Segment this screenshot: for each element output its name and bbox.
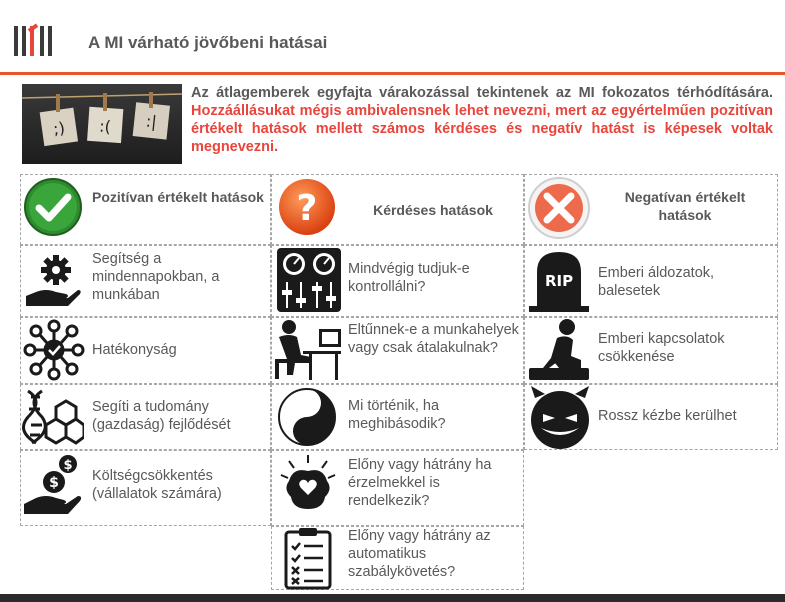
devil-face-icon	[525, 384, 595, 457]
negative-header-label: Negatívan értékelt hatások	[624, 189, 746, 223]
negative-item-2-label: Emberi kapcsolatok csökkenése	[598, 331, 725, 365]
positive-header-label: Pozitívan értékelt hatások	[92, 189, 264, 205]
header-divider	[0, 72, 785, 75]
lonely-person-icon	[527, 318, 591, 387]
positive-item-1-label: Segítség a mindennapokban, a munkában	[92, 251, 220, 303]
page-title: A MI várható jövőbeni hatásai	[88, 33, 328, 52]
positive-item-2-label: Hatékonyság	[92, 342, 177, 358]
cross-icon	[527, 176, 591, 245]
brain-heart-icon	[279, 455, 337, 522]
money-hand-icon	[22, 454, 84, 525]
positive-item-3-label: Segíti a tudomány (gazdaság) fejlődését	[92, 399, 231, 433]
svg-text:;): ;)	[51, 118, 67, 139]
svg-text::(: :(	[98, 116, 112, 137]
tombstone-icon	[527, 248, 591, 319]
worker-desk-icon	[273, 319, 343, 386]
gear-hand-icon	[24, 252, 82, 315]
questionable-item-5-label: Előny vagy hátrány az automatikus szabálykövetés?	[348, 528, 491, 580]
tombstone-text: RIP	[544, 272, 574, 290]
intro-normal: Az átlagemberek egyfajta várakozással tekintenek az MI fokozatos térhódítására.	[191, 85, 773, 101]
svg-text:?: ?	[296, 188, 318, 229]
question-icon	[277, 176, 337, 243]
checklist-icon	[283, 526, 333, 595]
check-icon	[23, 177, 83, 242]
intro-highlight: Hozzáállásukat mégis ambivalensnek lehet nevezni, mert az egyértelműen pozitívan értékelt hatások mellett számos kérdéses és negatív hatást is képesek voltak megnevezni.	[191, 103, 773, 155]
positive-item-4-label: Költségcsökkentés (vállalatok számára)	[92, 468, 222, 502]
negative-item-3-label: Rossz kézbe kerülhet	[598, 408, 737, 424]
questionable-item-1-label: Mindvégig tudjuk-e kontrollálni?	[348, 261, 470, 295]
control-panel-icon	[277, 248, 341, 317]
intro-paragraph	[191, 84, 773, 156]
svg-text::|: :|	[144, 111, 158, 132]
svg-text:$: $	[49, 475, 59, 491]
questionable-item-4-label: Előny vagy hátrány ha érzelmekkel is rendelkezik?	[348, 457, 492, 509]
sticky-notes-photo	[22, 84, 182, 164]
negative-item-1-label: Emberi áldozatok, balesetek	[598, 265, 715, 299]
logo	[12, 22, 72, 60]
efficiency-network-icon	[22, 319, 86, 386]
svg-text:$: $	[63, 458, 73, 473]
questionable-item-3-label: Mi történik, ha meghibásodik?	[348, 398, 446, 432]
dna-molecule-icon	[22, 387, 84, 452]
footer-bar	[0, 594, 785, 602]
questionable-header-label: Kérdéses hatások	[373, 202, 493, 218]
yin-yang-icon	[277, 387, 337, 452]
questionable-item-2-label: Eltűnnek-e a munkahelyek vagy csak átalakulnak?	[348, 322, 519, 356]
